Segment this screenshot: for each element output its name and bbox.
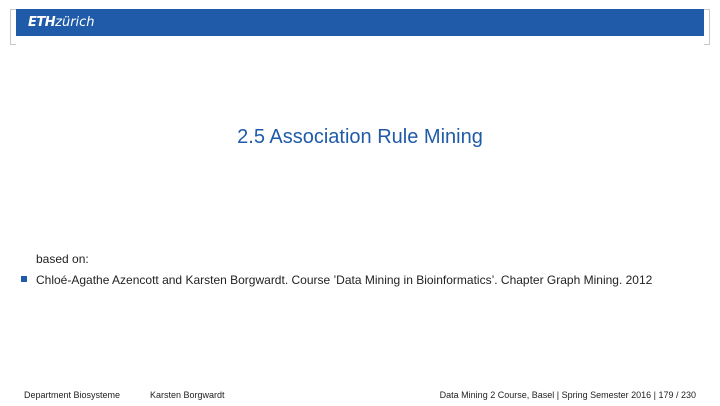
logo-eth-text: ETH (28, 15, 56, 30)
logo-zurich-text: zürich (55, 15, 95, 30)
eth-logo (28, 14, 95, 32)
header-bar (16, 9, 704, 36)
footer-course-info: Data Mining 2 Course, Basel | Spring Semester 2016 | 179 / 230 (439, 390, 696, 400)
footer-author: Karsten Borgwardt (150, 390, 225, 400)
slide-title: 2.5 Association Rule Mining (237, 126, 483, 148)
intro-text: based on: (36, 252, 89, 266)
footer-department: Department Biosysteme (24, 390, 121, 400)
reference-item (36, 271, 696, 289)
reference-text: Chloé-Agathe Azencott and Karsten Borgwardt. Course ’Data Mining in Bioinformatics’. Chapter Graph Mining. 2012 (36, 273, 653, 287)
bullet-icon (21, 276, 27, 282)
header-frame-right (704, 9, 710, 45)
